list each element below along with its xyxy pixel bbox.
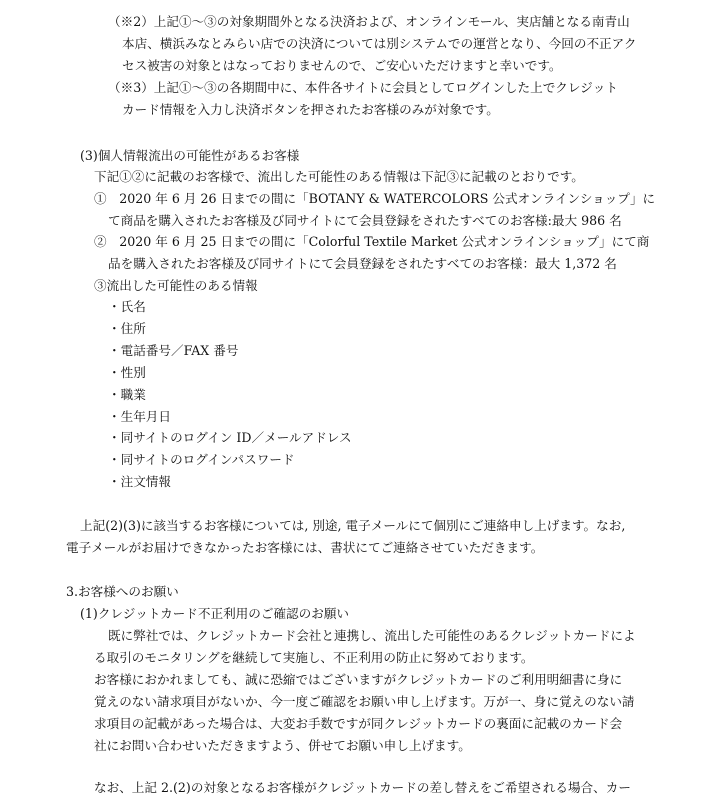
note-3-line-2: カード情報を入力し決済ボタンを押されたお客様のみが対象です。 [122, 102, 499, 117]
requests-para-1-line-2: る取引のモニタリングを継続して実施し、不正利用の防止に努めております。 [94, 650, 534, 665]
note-2-line-1: （※2）上記①～③の対象期間外となる決済および、オンラインモール、実店舗となる南青山 [108, 14, 630, 29]
item-2-line-1: ② 2020 年 6 月 25 日までの間に「Colorful Textile Market 公式オンラインショップ」にて商 [94, 234, 650, 249]
item-1-line-2: て商品を購入されたお客様及び同サイトにて会員登録をされたすべてのお客様:最大 986 名 [108, 213, 622, 228]
item-3-heading: ③流出した可能性のある情報 [94, 278, 258, 293]
requests-para-2-line-4: 社にお問い合わせいただきますよう、併せてお願い申し上げます。 [94, 738, 471, 753]
requests-sub-heading: (1)クレジットカード不正利用のご確認のお願い [80, 606, 350, 621]
info-item-gender: ・性別 [108, 365, 146, 380]
item-2-line-2: 品を購入されたお客様及び同サイトにて会員登録をされたすべてのお客様：最大 1,372 名 [108, 256, 617, 271]
requests-heading: 3.お客様へのお願い [66, 584, 179, 599]
requests-para-2-line-1: お客様におかれましても、誠に恐縮ではございますがクレジットカードのご利用明細書に身に [94, 672, 623, 687]
info-item-phone: ・電話番号／FAX 番号 [108, 343, 239, 358]
contact-paragraph-line-1: 上記(2)(3)に該当するお客様については, 別途, 電子メールにて個別にご連絡申し上げます。なお, [80, 518, 626, 533]
item-1-line-1: ① 2020 年 6 月 26 日までの間に「BOTANY & WATERCOLORS 公式オンラインショップ」に [94, 191, 656, 206]
info-item-address: ・住所 [108, 321, 146, 336]
requests-para-3-line-1: なお、上記 2.(2)の対象となるお客様がクレジットカードの差し替えをご希望される場合、カー [94, 780, 631, 795]
requests-para-2-line-2: 覚えのない請求項目がないか、今一度ご確認をお願い申し上げます。万が一、身に覚えのない請 [94, 694, 635, 709]
note-2-line-3: セス被害の対象とはなっておりませんので、ご安心いただけますと幸いです。 [122, 58, 562, 73]
info-item-order: ・注文情報 [108, 474, 171, 489]
info-item-password: ・同サイトのログインパスワード [108, 452, 295, 467]
info-item-occupation: ・職業 [108, 387, 146, 402]
info-item-birthdate: ・生年月日 [108, 409, 171, 424]
section-3-intro: 下記①②に記載のお客様で、流出した可能性のある情報は下記③に記載のとおりです。 [94, 169, 584, 184]
info-item-login-id: ・同サイトのログイン ID／メールアドレス [108, 430, 352, 445]
section-3-heading: (3)個人情報流出の可能性があるお客様 [80, 148, 300, 163]
contact-paragraph-line-2: 電子メールがお届けできなかったお客様には、書状にてご連絡させていただきます。 [66, 540, 544, 555]
note-2-line-2: 本店、横浜みなとみらい店での決済については別システムでの運営となり、今回の不正アク [122, 36, 637, 51]
note-3-line-1: （※3）上記①～③の各期間中に、本件各サイトに会員としてログインした上でクレジット [108, 80, 618, 95]
requests-para-1-line-1: 既に弊社では、クレジットカード会社と連携し、流出した可能性のあるクレジットカードによ [108, 628, 636, 643]
info-item-name: ・氏名 [108, 299, 146, 314]
requests-para-2-line-3: 求項目の記載があった場合は、大変お手数ですが同クレジットカードの裏面に記載のカード会 [94, 716, 623, 731]
